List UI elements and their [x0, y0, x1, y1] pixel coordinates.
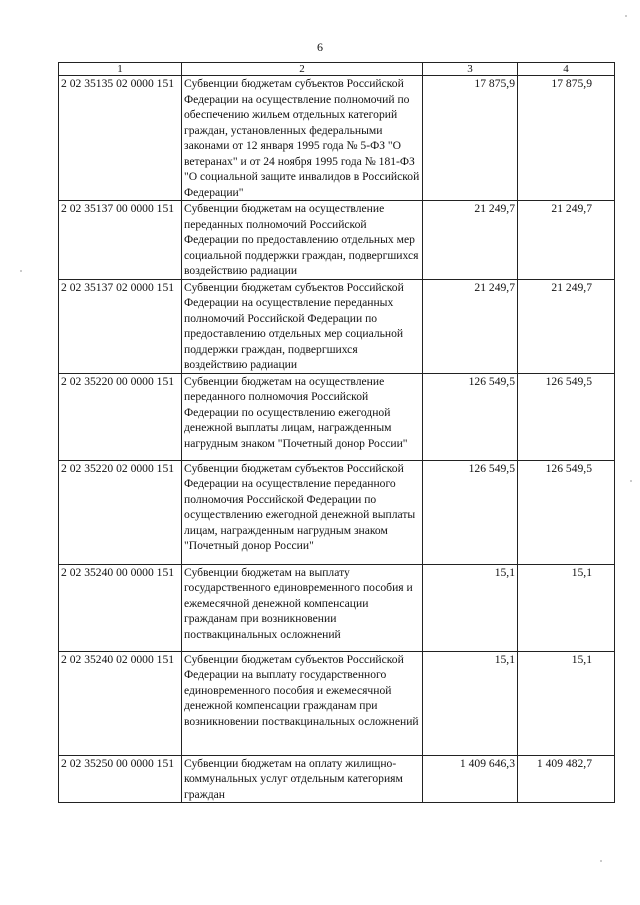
scan-speck — [625, 15, 627, 17]
amount-column-4: 21 249,7 — [518, 279, 615, 373]
item-description: Субвенции бюджетам на выплату государственного единовременного пособия и ежемесячной денежной компенсации гражданам при возникновении поствакцинальных осложнений — [182, 564, 423, 651]
header-column-2: 2 — [182, 63, 423, 76]
amount-column-4: 17 875,9 — [518, 76, 615, 201]
page-number: 6 — [317, 40, 323, 54]
table-row — [59, 651, 615, 755]
budget-code: 2 02 35220 00 0000 151 — [59, 373, 182, 460]
amount-column-4: 1 409 482,7 — [518, 755, 615, 803]
amount-column-3: 126 549,5 — [423, 373, 518, 460]
amount-column-3: 21 249,7 — [423, 201, 518, 280]
budget-code: 2 02 35250 00 0000 151 — [59, 755, 182, 803]
amount-column-3: 15,1 — [423, 651, 518, 755]
budget-code: 2 02 35240 02 0000 151 — [59, 651, 182, 755]
table-row — [59, 755, 615, 803]
item-description: Субвенции бюджетам субъектов Российской Федерации на осуществление переданного полномочия Российской Федерации по осуществлению ежегодной денежной выплаты лицам, награжденным нагрудным знаком "Почетный донор России" — [182, 460, 423, 564]
budget-code: 2 02 35240 00 0000 151 — [59, 564, 182, 651]
item-description: Субвенции бюджетам субъектов Российской Федерации на осуществление полномочий по обеспечению жильем отдельных категорий граждан, установленных федеральными законами от 12 января 1995 года № 5-ФЗ "О ветеранах" и от 24 ноября 1995 года № 181-ФЗ "О социальной защите инвалидов в Российской Федерации" — [182, 76, 423, 201]
budget-table — [58, 62, 615, 803]
amount-column-3: 1 409 646,3 — [423, 755, 518, 803]
table-row — [59, 279, 615, 373]
scan-speck — [20, 270, 22, 272]
amount-column-3: 17 875,9 — [423, 76, 518, 201]
budget-code: 2 02 35137 00 0000 151 — [59, 201, 182, 280]
amount-column-3: 126 549,5 — [423, 460, 518, 564]
header-column-3: 3 — [423, 63, 518, 76]
item-description: Субвенции бюджетам субъектов Российской Федерации на выплату государственного единовременного пособия и ежемесячной денежной компенсации гражданам при возникновении поствакцинальных осложнений — [182, 651, 423, 755]
item-description: Субвенции бюджетам на оплату жилищно-коммунальных услуг отдельным категориям граждан — [182, 755, 423, 803]
item-description: Субвенции бюджетам на осуществление переданных полномочий Российской Федерации по предоставлению отдельных мер социальной поддержки граждан, подвергшихся воздействию радиации — [182, 201, 423, 280]
table-header — [59, 63, 615, 76]
table-row — [59, 373, 615, 460]
amount-column-4: 126 549,5 — [518, 373, 615, 460]
header-column-1: 1 — [59, 63, 182, 76]
amount-column-3: 15,1 — [423, 564, 518, 651]
scan-speck — [600, 860, 602, 862]
amount-column-3: 21 249,7 — [423, 279, 518, 373]
item-description: Субвенции бюджетам субъектов Российской Федерации на осуществление переданных полномочий Российской Федерации по предоставлению отдельных мер социальной поддержки граждан, подвергшихся воздействию радиации — [182, 279, 423, 373]
budget-code: 2 02 35137 02 0000 151 — [59, 279, 182, 373]
amount-column-4: 21 249,7 — [518, 201, 615, 280]
amount-column-4: 15,1 — [518, 651, 615, 755]
scan-speck — [630, 480, 632, 482]
table-row — [59, 460, 615, 564]
table-row — [59, 76, 615, 201]
amount-column-4: 15,1 — [518, 564, 615, 651]
item-description: Субвенции бюджетам на осуществление переданного полномочия Российской Федерации по осуществлению ежегодной денежной выплаты лицам, награжденным нагрудным знаком "Почетный донор России" — [182, 373, 423, 460]
amount-column-4: 126 549,5 — [518, 460, 615, 564]
table-row — [59, 201, 615, 280]
budget-code: 2 02 35135 02 0000 151 — [59, 76, 182, 201]
header-column-4: 4 — [518, 63, 615, 76]
budget-code: 2 02 35220 02 0000 151 — [59, 460, 182, 564]
table-row — [59, 564, 615, 651]
